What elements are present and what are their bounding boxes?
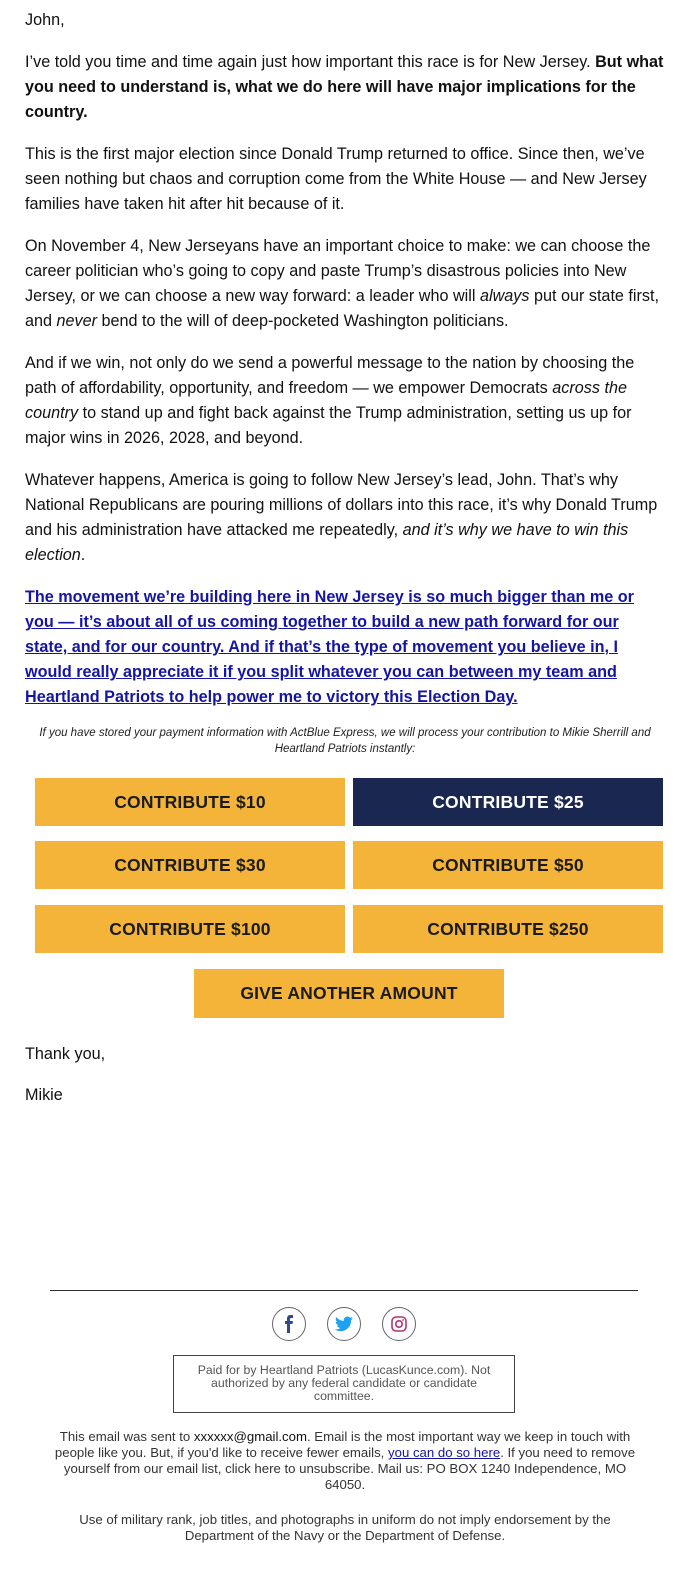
paragraph-3 [25,234,665,334]
contribute-30-button[interactable]: CONTRIBUTE $30 [35,841,345,889]
footer-sent-prefix: This email was sent to [59,1429,194,1444]
p5-c: . [80,546,86,564]
contribute-50-button[interactable]: CONTRIBUTE $50 [353,841,663,889]
footer-sent-mid: . Email is the most important way we keep in touch with people like you. But, if you'd like to receive fewer emails, [54,1429,631,1460]
p3-always: always [479,287,530,305]
give-another-amount-button[interactable]: GIVE ANOTHER AMOUNT [194,969,504,1018]
p1-bold: But what you need to understand is, what we do here will have major implications for the country. [25,53,664,121]
p4-italic: across the country [25,379,627,422]
facebook-icon[interactable] [272,1307,306,1341]
donate-appeal-link[interactable]: The movement we’re building here in New Jersey is so much bigger than me or you — it’s about all of us coming together to build a new path forward for our state, and for our country. And if that’s the type of movement you believe in, I would really appreciate it if you split whatever you can between my team and Heartland Patriots to help power me to victory this Election Day. [25,588,634,706]
footer-sent-suffix: . If you need to remove yourself from our email list, click here to unsubscribe. Mail us: PO BOX 1240 Independence, MO 64050. [63,1445,636,1492]
p4-c: to stand up and fight back against the Trump administration, setting us up for major wins in 2026, 2028, and beyond. [25,404,632,447]
p3-a: On November 4, New Jerseyans have an important choice to make: we can choose the career politician who’s going to copy and paste Trump’s disastrous policies into New Jersey, or we can choose a new way forward: a leader who will [25,237,651,305]
contribute-250-button[interactable]: CONTRIBUTE $250 [353,905,663,953]
p3-e: bend to the will of deep-pocketed Washington politicians. [97,312,509,330]
paragraph-5 [25,468,665,568]
actblue-express-note: If you have stored your payment information with ActBlue Express, we will process your contribution to Mikie Sherrill and Heartland Patriots instantly: [39,727,651,755]
p3-never: never [56,312,98,330]
p4-a: And if we win, not only do we send a powerful message to the nation by choosing the path of affordability, opportunity, and freedom — we empower Democrats [25,354,635,397]
recipient-email: xxxxxx@gmail.com [193,1429,307,1444]
signoff: Thank you, [25,1045,106,1063]
paragraph-4 [25,351,665,451]
footer-divider [50,1290,638,1291]
paid-for-disclaimer: Paid for by Heartland Patriots (LucasKunce.com). Not authorized by any federal candidate or candidate committee. [173,1355,515,1413]
paragraph-6 [25,585,665,710]
paragraph-2: This is the first major election since Donald Trump returned to office. Since then, we’ve seen nothing but chaos and corruption come from the White House — and New Jersey families have taken hit after hit because of it. [25,145,647,213]
footer-unsubscribe-text [50,1429,640,1493]
contribute-100-button[interactable]: CONTRIBUTE $100 [35,905,345,953]
twitter-icon[interactable] [327,1307,361,1341]
military-disclaimer: Use of military rank, job titles, and photographs in uniform do not imply endorsement by the Department of the Navy or the Department of Defense. [79,1512,611,1543]
signature: Mikie [25,1086,63,1104]
p5-a: Whatever happens, America is going to follow New Jersey’s lead, John. That’s why National Republicans are pouring millions of dollars into this race, it’s why Donald Trump and his administration have attacked me repeatedly, [25,471,658,539]
fewer-emails-link[interactable]: you can do so here [388,1445,501,1460]
instagram-icon[interactable] [382,1307,416,1341]
greeting: John, [25,11,65,29]
p1-text: I’ve told you time and time again just how important this race is for New Jersey. [25,53,596,71]
contribute-25-button[interactable]: CONTRIBUTE $25 [353,778,663,826]
p5-italic: and it’s why we have to win this election [25,521,629,564]
paragraph-1 [25,50,665,125]
p3-c: put our state first, and [25,287,660,330]
contribute-10-button[interactable]: CONTRIBUTE $10 [35,778,345,826]
